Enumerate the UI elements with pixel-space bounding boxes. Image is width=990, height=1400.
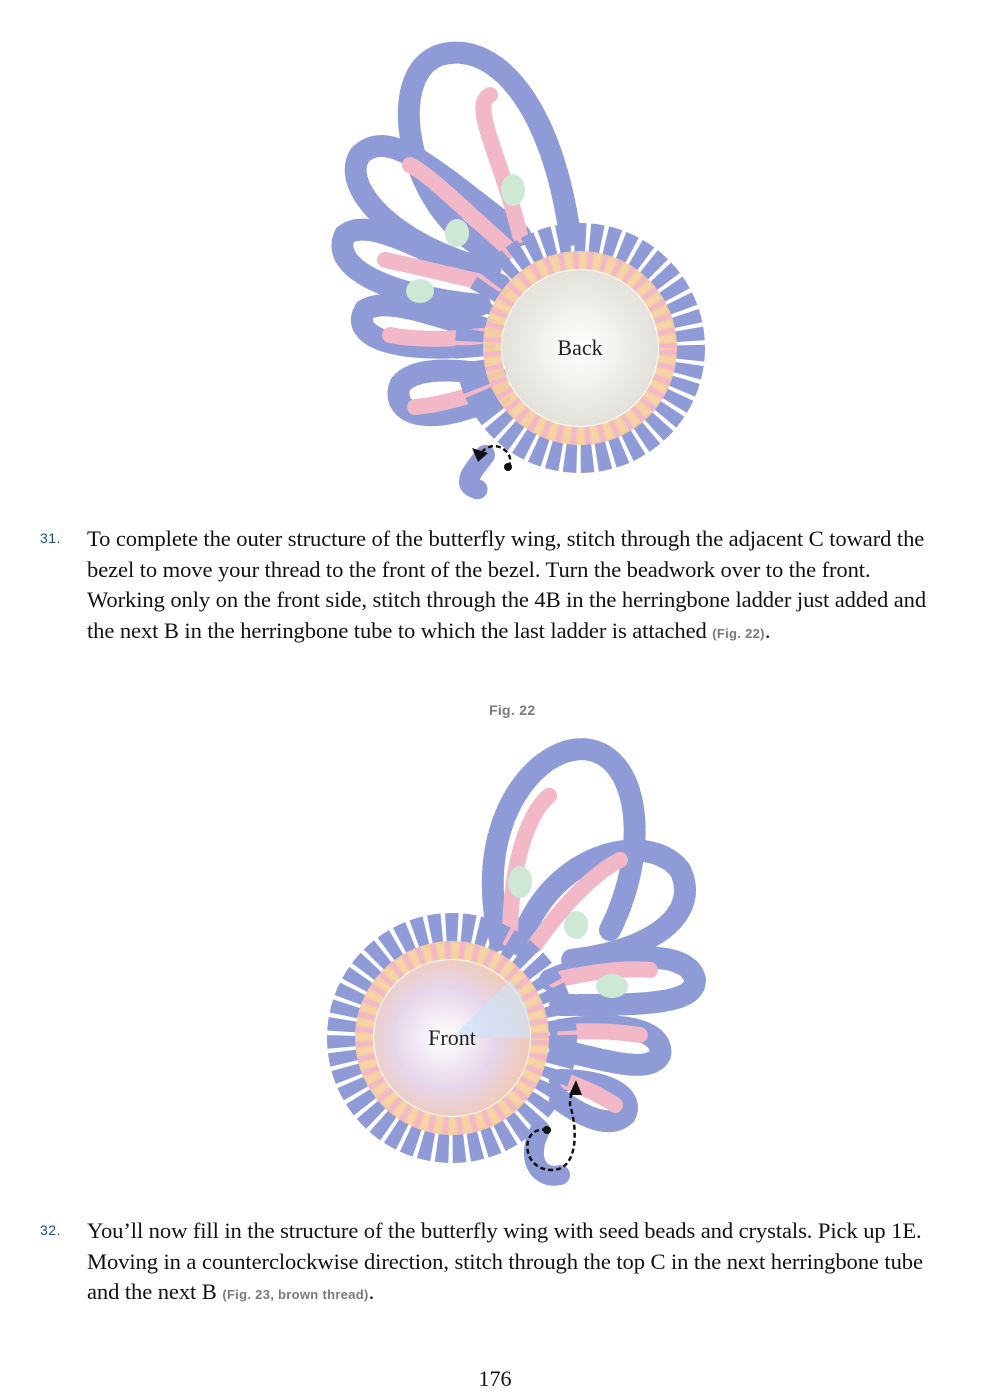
front-view-figure	[320, 730, 720, 1195]
figure-reference: (Fig. 23, brown thread)	[222, 1287, 369, 1302]
step-text	[87, 524, 947, 649]
figure-caption: Fig. 22	[489, 702, 536, 718]
crystal	[445, 219, 469, 247]
crystal	[596, 974, 628, 998]
step-number: 31.	[40, 530, 61, 546]
step-number: 32.	[40, 1222, 61, 1238]
crystal	[501, 174, 525, 206]
back-view-figure	[320, 35, 720, 500]
step-end: .	[368, 1279, 375, 1304]
step-body: To complete the outer structure of the butterfly wing, stitch through the adjacent C toward the bezel to move your thread to the front of the bezel. Turn the beadwork over to the front. Working only on the front side, stitch through the 4B in the herringbone ladder just added and the next B in the herringbone tube to which the last ladder is attached	[87, 526, 927, 643]
crystal	[508, 866, 532, 898]
step-text	[87, 1216, 947, 1311]
figure-reference: (Fig. 22)	[712, 625, 765, 641]
crystal	[406, 279, 434, 303]
step-end: .	[764, 617, 771, 643]
step-body: You’ll now fill in the structure of the butterfly wing with seed beads and crystals. Pick up 1E. Moving in a counterclockwise direction, stitch through the top C in the next herringbone tube and the next B	[87, 1218, 923, 1304]
back-label: Back	[557, 335, 603, 360]
front-label: Front	[428, 1025, 476, 1050]
page-number: 176	[478, 1366, 512, 1391]
crystal	[564, 911, 588, 939]
